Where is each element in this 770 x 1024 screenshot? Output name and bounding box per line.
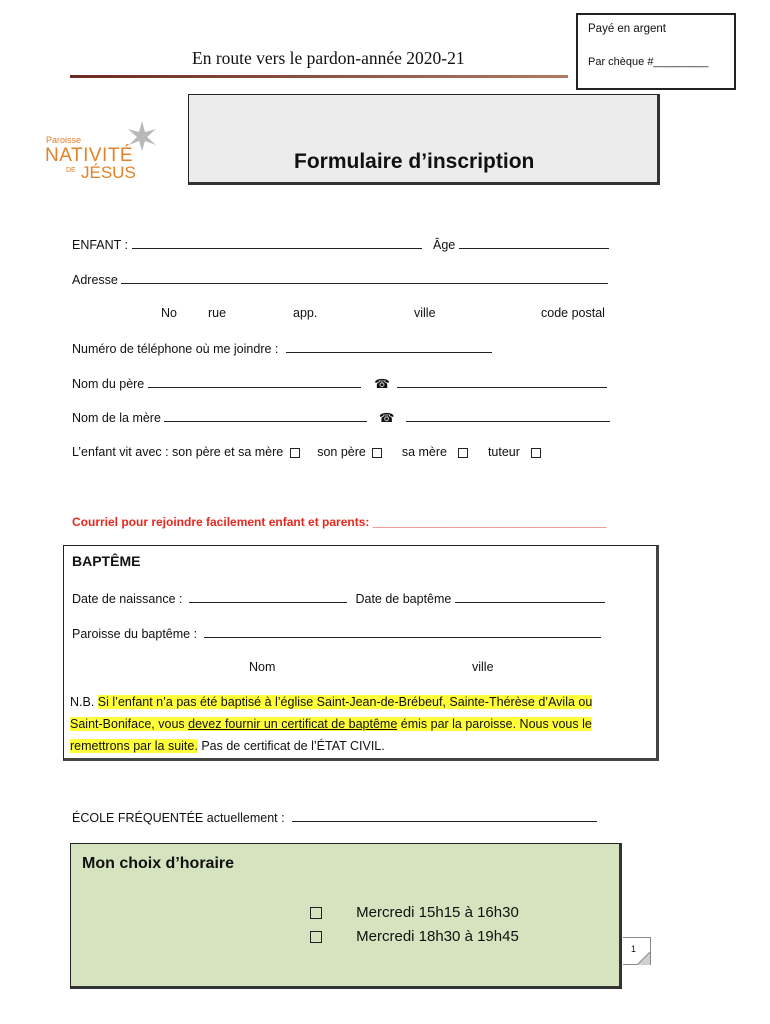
form-title: Formulaire d’inscription	[294, 150, 535, 173]
form-title-box	[188, 94, 660, 185]
lives-with-label: L’enfant vit avec : son père et sa mère	[72, 445, 284, 459]
mother-label: Nom de la mère	[72, 411, 161, 425]
phone-field[interactable]	[286, 341, 492, 353]
father-checkbox[interactable]	[372, 448, 382, 458]
opt-mother-label: sa mère	[401, 445, 447, 459]
schedule-checkbox-2[interactable]	[310, 931, 322, 943]
opt-father-label: son père	[317, 445, 366, 459]
addr-cp: code postal	[541, 306, 605, 320]
parish-ville-caption: ville	[472, 660, 494, 674]
address-row	[72, 272, 608, 287]
age-label: Âge	[433, 238, 456, 252]
school-field[interactable]	[292, 810, 597, 822]
payment-cheque-label: Par chèque #_________	[588, 56, 709, 68]
page-number: 1	[631, 944, 637, 954]
birth-date-label: Date de naissance :	[72, 592, 183, 606]
page-curl-icon	[637, 952, 650, 965]
addr-ville: ville	[414, 306, 436, 320]
logo-small-text: Paroisse	[46, 135, 82, 145]
birth-date-field[interactable]	[189, 591, 347, 603]
note-text-2b: devez fournir un certificat de baptême	[188, 717, 398, 731]
note-line-3	[70, 735, 655, 757]
nb-label: N.B.	[70, 695, 95, 709]
logo-line1: NATIVITÉ	[45, 145, 134, 166]
logo-line2: JÉSUS	[81, 163, 136, 182]
mother-checkbox[interactable]	[458, 448, 468, 458]
both-parents-checkbox[interactable]	[290, 448, 300, 458]
schedule-option-2-label: Mercredi 18h30 à 19h45	[356, 928, 519, 945]
addr-app: app.	[293, 306, 318, 320]
payment-cash-label: Payé en argent	[588, 23, 667, 35]
mother-row	[72, 410, 610, 425]
school-label: ÉCOLE FRÉQUENTÉE actuellement :	[72, 811, 285, 825]
note-line-2	[70, 713, 655, 735]
phone-icon: ☎	[374, 377, 390, 391]
note-line-1	[70, 691, 655, 713]
lives-with-row	[72, 445, 541, 459]
age-field[interactable]	[459, 237, 609, 249]
father-name-field[interactable]	[148, 376, 361, 388]
header-rule	[70, 75, 568, 78]
schedule-option-1-label: Mercredi 15h15 à 16h30	[356, 904, 519, 921]
schedule-option-2[interactable]	[307, 928, 519, 945]
child-name-field[interactable]	[132, 237, 422, 249]
schedule-option-1[interactable]	[307, 904, 519, 921]
baptism-title: BAPTÊME	[72, 553, 141, 569]
note-text-2a: Saint-Boniface, vous	[70, 717, 189, 731]
father-label: Nom du père	[72, 377, 145, 391]
mother-name-field[interactable]	[164, 410, 367, 422]
baptism-date-label: Date de baptême	[355, 592, 452, 606]
father-phone-field[interactable]	[397, 376, 607, 388]
opt-tutor-label: tuteur	[487, 445, 520, 459]
page-number-tab	[623, 937, 651, 965]
phone-row	[72, 341, 492, 356]
parish-label: Paroisse du baptême :	[72, 627, 198, 641]
schedule-checkbox-1[interactable]	[310, 907, 322, 919]
father-row	[72, 376, 607, 391]
note-text-3b: Pas de certificat de l’ÉTAT CIVIL.	[197, 739, 385, 753]
address-field[interactable]	[121, 272, 608, 284]
note-text-3a: remettrons par la suite.	[70, 739, 198, 753]
school-row	[72, 810, 597, 825]
parish-field[interactable]	[204, 626, 601, 638]
baptism-date-field[interactable]	[455, 591, 605, 603]
schedule-title: Mon choix d’horaire	[82, 855, 235, 872]
mother-phone-field[interactable]	[406, 410, 610, 422]
baptism-note	[70, 691, 655, 757]
note-text-2c: émis par la paroisse. Nous vous le	[397, 717, 592, 731]
parish-logo	[44, 120, 164, 192]
tutor-checkbox[interactable]	[531, 448, 541, 458]
address-label: Adresse	[72, 273, 118, 287]
logo-de: DE	[66, 167, 76, 174]
child-row	[72, 237, 609, 252]
payment-box	[576, 13, 736, 90]
addr-no: No	[161, 306, 177, 320]
page-header-title: En route vers le pardon-année 2020-21	[192, 48, 465, 68]
addr-rue: rue	[208, 306, 227, 320]
birth-date-row	[72, 591, 605, 606]
baptism-box	[63, 545, 659, 761]
parish-row	[72, 626, 601, 641]
phone-label: Numéro de téléphone où me joindre :	[72, 342, 279, 356]
phone-icon: ☎	[378, 411, 395, 425]
email-label: Courriel pour rejoindre facilement enfant et parents: ___________________________________	[72, 515, 607, 529]
schedule-box	[70, 843, 622, 989]
parish-nom-caption: Nom	[249, 660, 276, 674]
child-label: ENFANT :	[72, 238, 129, 252]
note-text-1: Si l’enfant n’a pas été baptisé à l’église Saint-Jean-de-Brébeuf, Sainte-Thérèse d’Avila ou	[97, 695, 593, 709]
